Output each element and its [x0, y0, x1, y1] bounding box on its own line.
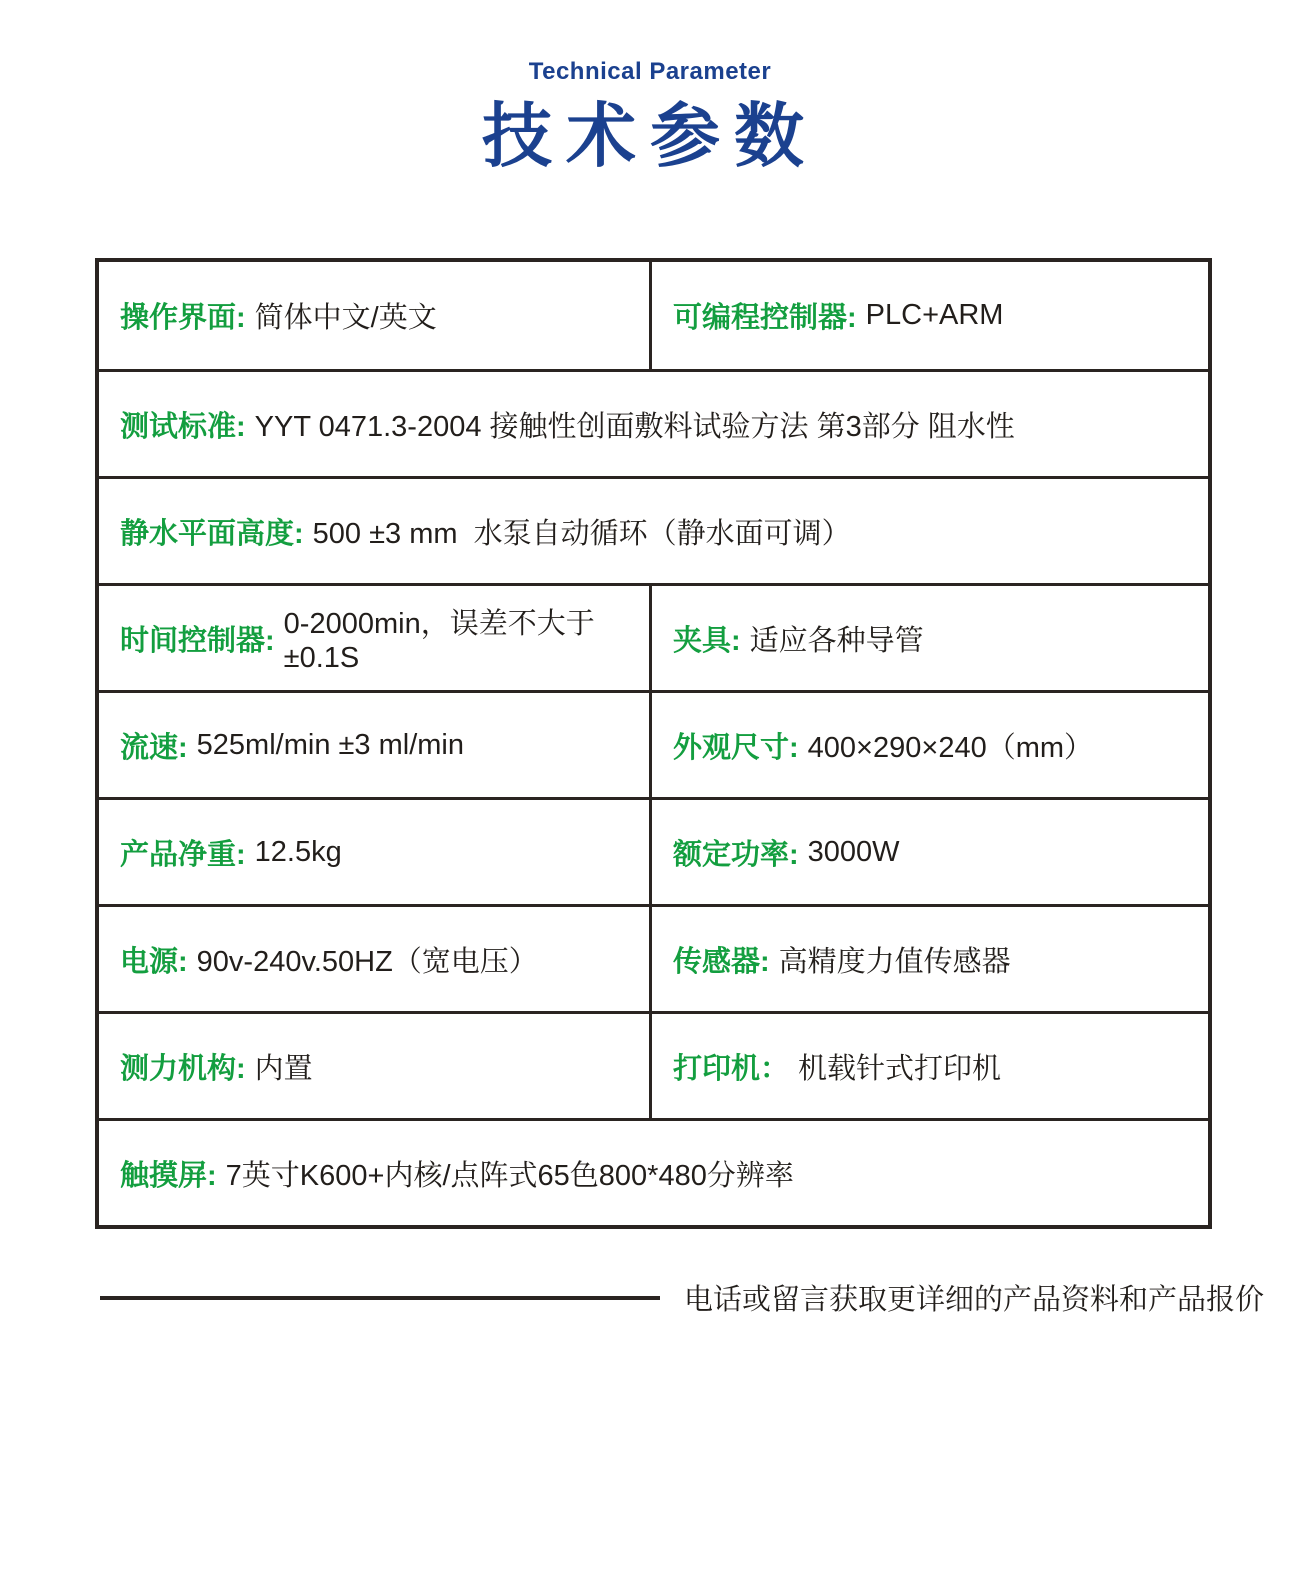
cell-programmable-controller: [649, 262, 1208, 369]
spec-label: 产品净重:: [120, 838, 246, 871]
spec-value: 机载针式打印机: [798, 1052, 1002, 1085]
cell-operation-interface: [99, 262, 649, 369]
spec-label: 传感器:: [673, 945, 770, 978]
spec-value: 12.5kg: [254, 835, 342, 868]
table-row: [99, 583, 1208, 690]
spec-label: 流速:: [120, 731, 188, 764]
spec-value: YYT 0471.3-2004 接触性创面敷料试验方法 第3部分 阻水性: [254, 410, 1015, 443]
table-row: [99, 1118, 1208, 1225]
subtitle-english: Technical Parameter: [528, 58, 772, 85]
spec-value: 400×290×240（mm）: [807, 731, 1094, 764]
cell-sensor: [649, 907, 1208, 1011]
cell-fixture: [649, 586, 1208, 690]
spec-label: 打印机：: [673, 1052, 790, 1085]
spec-value: 7英寸K600+内核/点阵式65色800*480分辨率: [225, 1159, 794, 1192]
spec-value: 500 ±3 mm 水泵自动循环（静水面可调）: [312, 517, 851, 550]
spec-label: 测试标准:: [120, 410, 246, 443]
cell-static-water-level: [99, 479, 1208, 583]
spec-label: 静水平面高度:: [120, 517, 304, 550]
spec-value: 高精度力值传感器: [778, 945, 1011, 978]
table-row: [99, 262, 1208, 369]
table-row: [99, 369, 1208, 476]
cell-power-supply: [99, 907, 649, 1011]
cell-flow-rate: [99, 693, 649, 797]
table-row: [99, 797, 1208, 904]
spec-value: 内置: [254, 1052, 313, 1085]
cell-printer: [649, 1014, 1208, 1118]
cell-touch-screen: [99, 1121, 1208, 1225]
cell-rated-power: [649, 800, 1208, 904]
table-row: [99, 690, 1208, 797]
spec-label: 时间控制器:: [120, 624, 275, 657]
spec-value: PLC+ARM: [865, 299, 1004, 331]
cell-test-standard: [99, 372, 1208, 476]
spec-value: 适应各种导管: [749, 624, 924, 657]
spec-value: 简体中文/英文: [254, 302, 437, 334]
footer-note: 电话或留言获取更详细的产品资料和产品报价: [684, 1284, 1265, 1316]
footer: [100, 1277, 1265, 1318]
cell-net-weight: [99, 800, 649, 904]
table-row: [99, 476, 1208, 583]
spec-label: 额定功率:: [673, 838, 799, 871]
spec-label: 操作界面:: [120, 302, 246, 334]
spec-label: 可编程控制器:: [673, 302, 857, 334]
cell-time-controller: [99, 586, 649, 690]
spec-label: 电源:: [120, 945, 188, 978]
cell-dimensions: [649, 693, 1208, 797]
spec-value: 3000W: [807, 835, 900, 868]
cell-force-mechanism: [99, 1014, 649, 1118]
table-row: [99, 1011, 1208, 1118]
spec-value: 0-2000min，误差不大于±0.1S: [283, 608, 595, 674]
spec-value: 90v-240v.50HZ（宽电压）: [196, 945, 538, 978]
page-header: [0, 0, 1300, 184]
spec-table: [95, 258, 1212, 1229]
spec-label: 外观尺寸:: [673, 731, 799, 764]
table-row: [99, 904, 1208, 1011]
spec-label: 夹具:: [673, 624, 741, 657]
page-title: 技术参数: [482, 97, 818, 175]
spec-label: 触摸屏:: [120, 1159, 217, 1192]
spec-label: 测力机构:: [120, 1052, 246, 1085]
spec-value: 525ml/min ±3 ml/min: [196, 728, 464, 761]
footer-divider-line: [100, 1296, 660, 1300]
